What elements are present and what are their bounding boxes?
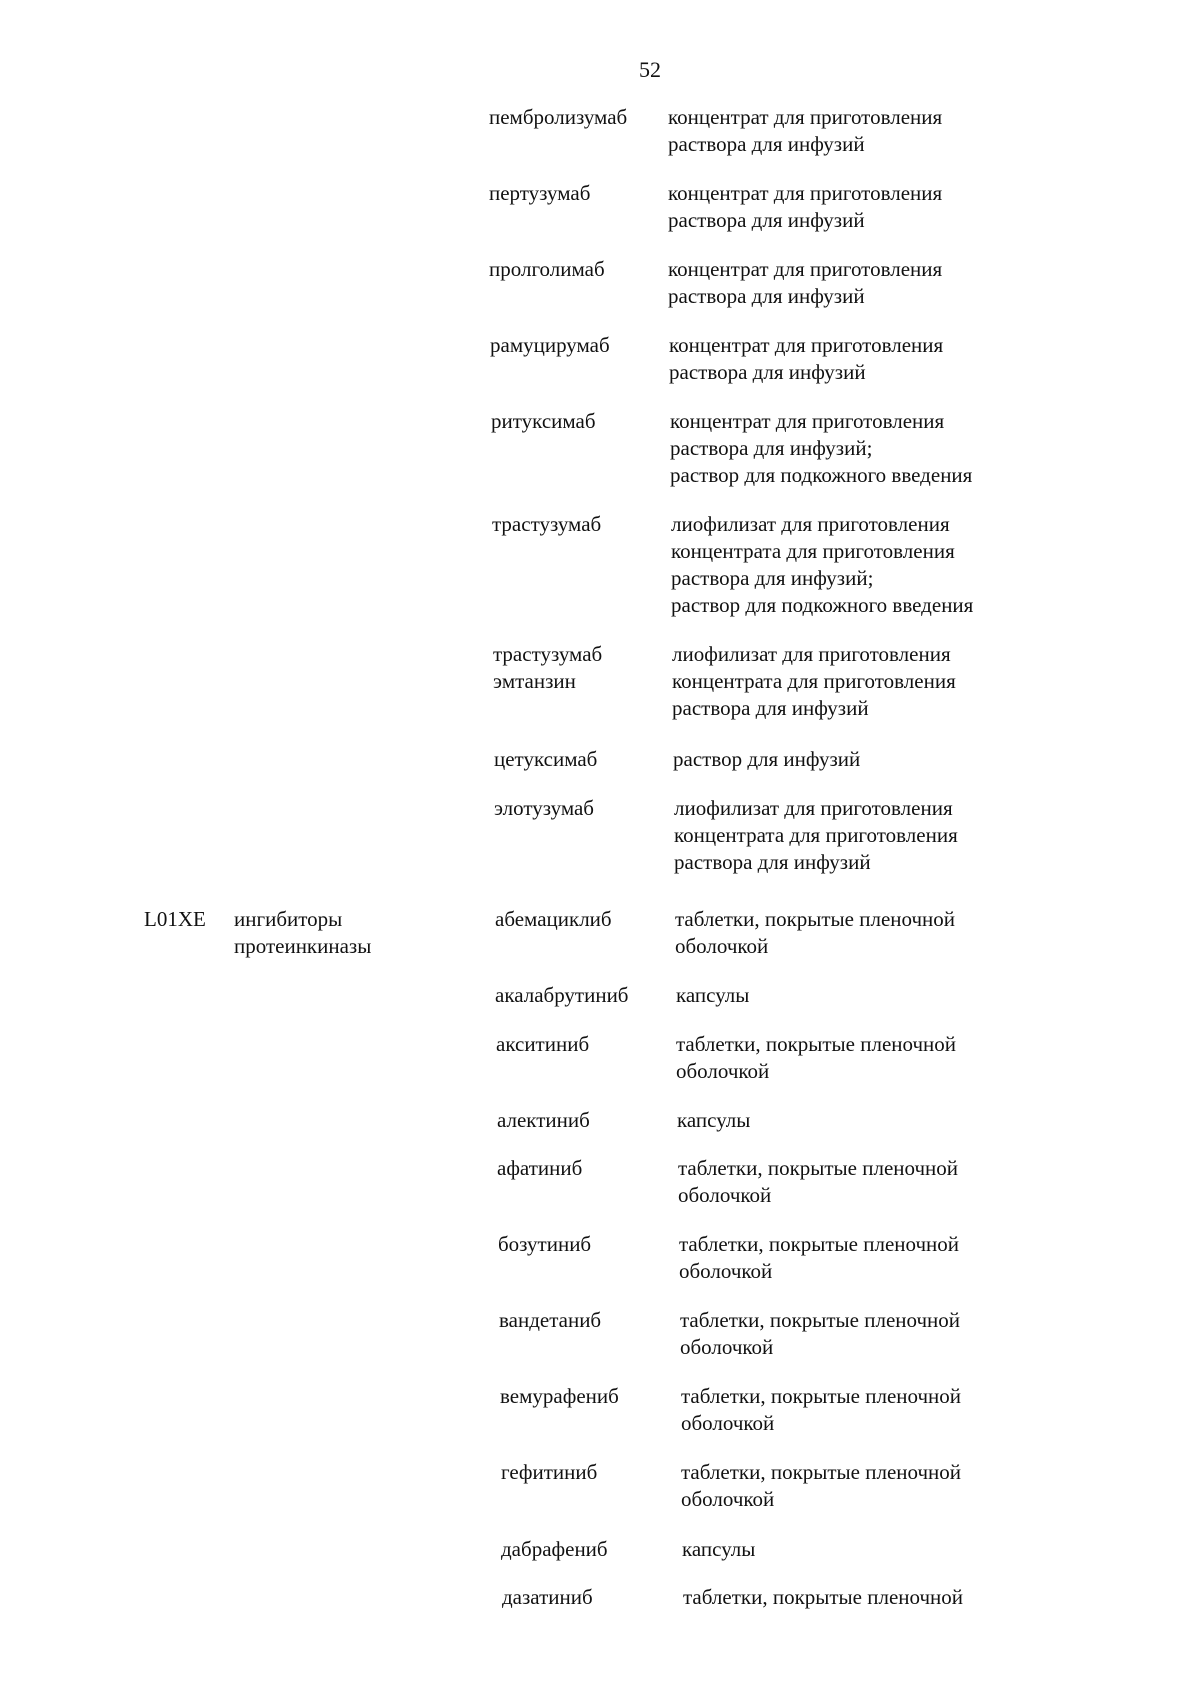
drug-name: бозутиниб bbox=[498, 1232, 592, 1256]
atc-group-name: ингибиторы протеинкиназы bbox=[234, 907, 372, 958]
dosage-form: таблетки, покрытые пленочной оболочкой bbox=[676, 1032, 957, 1083]
drug-name: гефитиниб bbox=[501, 1460, 598, 1484]
dosage-form: таблетки, покрытые пленочной оболочкой bbox=[681, 1460, 962, 1511]
drug-name: дабрафениб bbox=[501, 1537, 608, 1561]
drug-name: ритуксимаб bbox=[491, 409, 596, 433]
drug-name: цетуксимаб bbox=[494, 747, 598, 771]
dosage-form: таблетки, покрытые пленочной оболочкой bbox=[680, 1308, 961, 1359]
drug-name: рамуцирумаб bbox=[490, 333, 610, 357]
dosage-form: лиофилизат для приготовления концентрата для приготовления раствора для инфузий; раствор для подкожного введения bbox=[671, 512, 974, 617]
dosage-form: концентрат для приготовления раствора для инфузий; раствор для подкожного введения bbox=[670, 409, 973, 487]
drug-name: афатиниб bbox=[497, 1156, 583, 1180]
drug-name: вандетаниб bbox=[499, 1308, 602, 1332]
dosage-form: капсулы bbox=[676, 983, 750, 1007]
dosage-form: концентрат для приготовления раствора для инфузий bbox=[669, 333, 944, 384]
drug-name: пертузумаб bbox=[489, 181, 591, 205]
drug-name: акалабрутиниб bbox=[495, 983, 629, 1007]
drug-name: пролголимаб bbox=[489, 257, 605, 281]
dosage-form: капсулы bbox=[682, 1537, 756, 1561]
dosage-form: лиофилизат для приготовления концентрата для приготовления раствора для инфузий bbox=[672, 642, 956, 720]
dosage-form: концентрат для приготовления раствора для инфузий bbox=[668, 257, 943, 308]
drug-name: абемациклиб bbox=[495, 907, 612, 931]
dosage-form: таблетки, покрытые пленочной оболочкой bbox=[675, 907, 956, 958]
dosage-form: капсулы bbox=[677, 1108, 751, 1132]
drug-name: акситиниб bbox=[496, 1032, 590, 1056]
dosage-form: таблетки, покрытые пленочной оболочкой bbox=[679, 1232, 960, 1283]
drug-name: вемурафениб bbox=[500, 1384, 619, 1408]
drug-name: алектиниб bbox=[497, 1108, 590, 1132]
drug-name: пембролизумаб bbox=[489, 105, 628, 129]
drug-name: трастузумаб эмтанзин bbox=[493, 642, 603, 693]
page-number: 52 bbox=[639, 57, 661, 82]
dosage-form: таблетки, покрытые пленочной оболочкой bbox=[681, 1384, 962, 1435]
dosage-form: раствор для инфузий bbox=[673, 747, 861, 771]
drug-name: дазатиниб bbox=[502, 1585, 593, 1609]
dosage-form: таблетки, покрытые пленочной оболочкой bbox=[678, 1156, 959, 1207]
drug-name: трастузумаб bbox=[492, 512, 602, 536]
atc-code: L01XE bbox=[144, 907, 206, 931]
dosage-form: таблетки, покрытые пленочной bbox=[683, 1585, 964, 1609]
dosage-form: концентрат для приготовления раствора для инфузий bbox=[668, 181, 943, 232]
drug-name: элотузумаб bbox=[494, 796, 594, 820]
dosage-form: лиофилизат для приготовления концентрата для приготовления раствора для инфузий bbox=[674, 796, 958, 874]
dosage-form: концентрат для приготовления раствора для инфузий bbox=[668, 105, 943, 156]
